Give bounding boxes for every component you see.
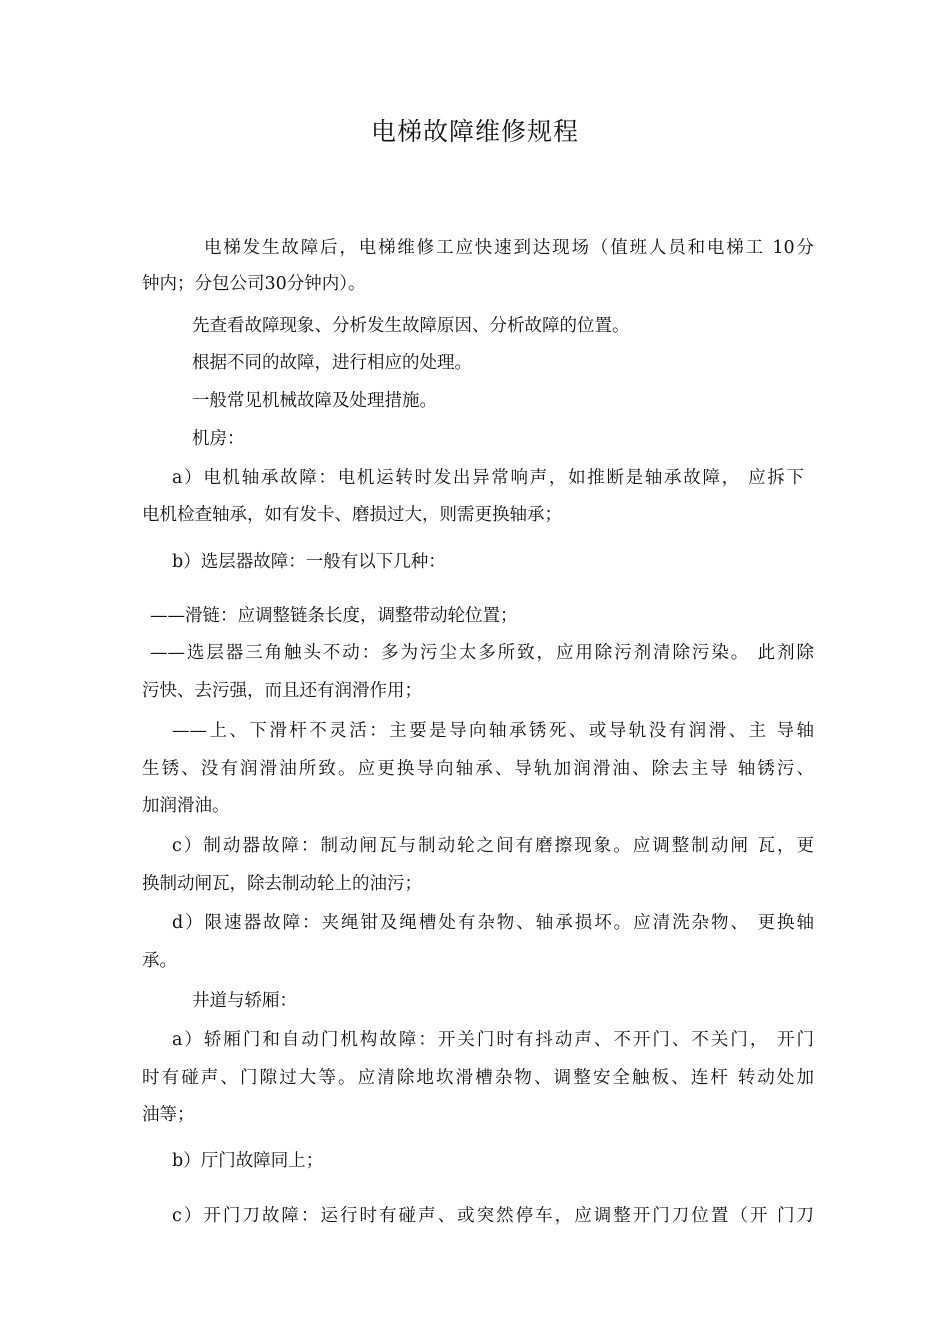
paragraph-line: 电机检查轴承，如有发卡、磨损过大，则需更换轴承； <box>142 505 562 525</box>
paragraph-line: c）制动器故障：制动闸瓦与制动轮之间有磨擦现象。应调整制动闸 瓦，更 <box>172 836 814 856</box>
paragraph-line: a）轿厢门和自动门机构故障：开关门时有抖动声、不开门、不关门， 开门 <box>172 1030 814 1050</box>
paragraph-line: c）开门刀故障：运行时有碰声、或突然停车，应调整开门刀位置（开 门刀 <box>172 1206 814 1226</box>
paragraph-line: ——滑链：应调整链条长度，调整带动轮位置； <box>150 606 518 626</box>
paragraph-line: 根据不同的故障，进行相应的处理。 <box>192 353 472 373</box>
page-title: 电梯故障维修规程 <box>370 117 579 146</box>
paragraph-line: 换制动闸瓦，除去制动轮上的油污； <box>142 874 422 894</box>
paragraph-line: b）厅门故障同上； <box>172 1151 324 1171</box>
paragraph-line: 一般常见机械故障及处理措施。 <box>192 391 437 411</box>
paragraph-line: 污快、去污强，而且还有润滑作用； <box>142 681 422 701</box>
paragraph-line: b）选层器故障：一般有以下几种： <box>172 552 446 572</box>
paragraph-line: 电梯发生故障后，电梯维修工应快速到达现场（值班人员和电梯工 10分 <box>204 238 814 258</box>
paragraph-line: 钟内；分包公司30分钟内）。 <box>142 274 366 294</box>
paragraph-line: 油等； <box>142 1105 195 1125</box>
paragraph-line: 生锈、没有润滑油所致。应更换导向轴承、导轨加润滑油、除去主导 轴锈污、 <box>142 759 814 779</box>
paragraph-line: ——选层器三角触头不动：多为污尘太多所致，应用除污剂清除污染。 此剂除 <box>150 643 814 663</box>
paragraph-line: 承。 <box>142 951 177 971</box>
paragraph-line: 先查看故障现象、分析发生故障原因、分析故障的位置。 <box>192 316 630 336</box>
section-heading: 机房： <box>192 429 245 449</box>
paragraph-line: 加润滑油。 <box>142 796 230 816</box>
section-heading: 井道与轿厢： <box>192 991 297 1011</box>
paragraph-line: d）限速器故障：夹绳钳及绳槽处有杂物、轴承损坏。应清洗杂物、 更换轴 <box>172 913 814 933</box>
paragraph-line: a）电机轴承故障：电机运转时发出异常响声，如推断是轴承故障， 应拆下 <box>172 468 804 488</box>
paragraph-line: ——上、下滑杆不灵活：主要是导向轴承锈死、或导轨没有润滑、主 导轴 <box>172 721 814 741</box>
paragraph-line: 时有碰声、门隙过大等。应清除地坎滑槽杂物、调整安全触板、连杆 转动处加 <box>142 1068 814 1088</box>
